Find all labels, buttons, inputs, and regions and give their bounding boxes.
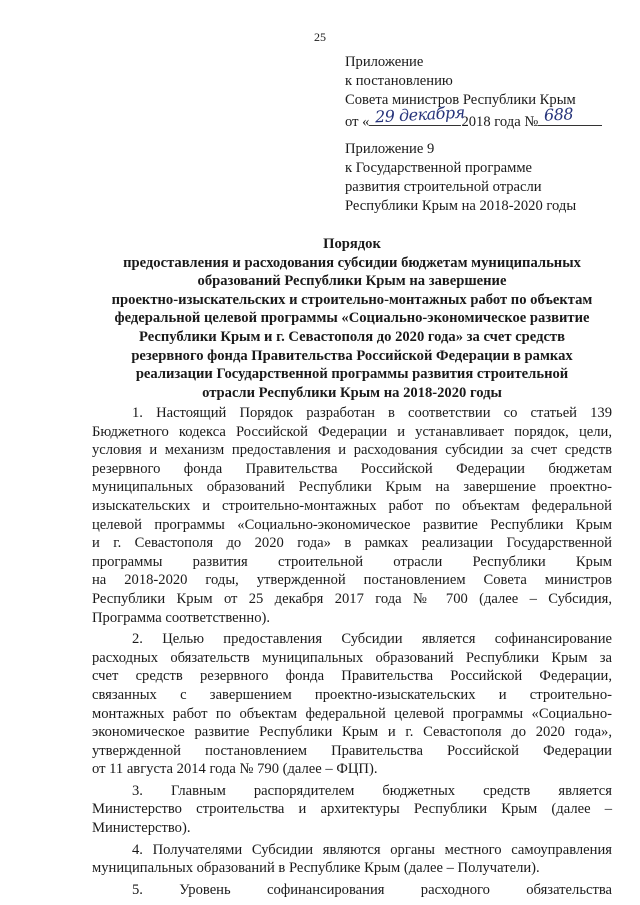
text-line: 2. Целью предоставления Субсидии является софинансирование (132, 631, 612, 648)
text-line: Программа соответственно). (92, 609, 271, 626)
text-line: и г. Севастополя до 2020 года» в рамках реализации Государственной (92, 535, 612, 552)
title-line: Порядок (323, 236, 381, 252)
paragraph-4 (92, 841, 612, 878)
text-line: целевой программы «Социально-экономическое развитие Республики Крым (92, 516, 612, 533)
title-line: предоставления и расходования субсидии бюджетам муниципальных (123, 254, 581, 271)
text-line: на 2018-2020 годы, утвержденной постановлением Совета министров (92, 572, 612, 589)
paragraph-2 (92, 630, 612, 779)
text-line: от 11 августа 2014 года № 790 (далее – ФЦП). (92, 761, 378, 778)
appendix-label: Приложение (345, 54, 424, 70)
resolution-ref: к постановлению (345, 73, 453, 89)
council-name: Совета министров Республики Крым (345, 92, 576, 108)
text-line: Министерство). (92, 820, 191, 837)
handwritten-number: 688 (543, 104, 574, 125)
title-line: реализации Государственной программы развития строительной (135, 366, 569, 383)
text-line: изыскательских и строительно-монтажных работ по объектам федеральной (92, 497, 612, 514)
program-ref: к Государственной программе (345, 160, 533, 176)
appendix-9-label: Приложение 9 (345, 141, 435, 157)
text-line: программы развития строительной отрасли Республики Крым (92, 553, 612, 570)
handwritten-date: 29 декабря (375, 102, 466, 127)
year-text: 2018 года № (461, 114, 539, 130)
text-line: 5. Уровень софинансирования расходного обязательства (132, 881, 612, 898)
number-fill-line (538, 104, 602, 126)
text-line: 4. Получателями Субсидии являются органы местного самоуправления (132, 841, 612, 858)
text-line: Министерство строительства и архитектуры Республики Крым (далее – (92, 801, 612, 818)
paragraph-5 (92, 881, 612, 900)
document-title (92, 235, 612, 402)
text-line: резервного фонда Правительства Российской Федерации бюджетам (92, 460, 612, 477)
title-line: резервного фонда Правительства Российской Федерации в рамках (131, 347, 573, 364)
appendix-resolution-header (345, 53, 625, 132)
text-line: 3. Главным распорядителем бюджетных средств является (132, 782, 612, 799)
title-line: федеральной целевой программы «Социально-экономическое развитие (114, 310, 590, 327)
text-line: Бюджетного кодекса Российской Федерации и устанавливает порядок, цели, (92, 423, 612, 440)
text-line: экономическое развитие Республики Крым и г. Севастополя до 2020 года», (92, 724, 612, 741)
text-line: утвержденной постановлением Правительства Российской Федерации (92, 742, 612, 759)
text-line: связанных с завершением проектно-изыскательских и строительно- (92, 686, 612, 703)
paragraph-1 (92, 404, 612, 627)
text-line: Республики Крым от 25 декабря 2017 года № 700 (далее – Субсидия, (92, 590, 612, 607)
resolution-date-line (345, 102, 625, 132)
text-line: условия и механизм предоставления и расходования субсидии за счет средств (92, 442, 612, 459)
program-period: Республики Крым на 2018-2020 годы (345, 198, 577, 214)
document-body (92, 404, 612, 899)
date-prefix: от « (345, 114, 370, 130)
date-fill-line (369, 102, 466, 127)
text-line: муниципальных образований в Республике Крым (далее – Получатели). (92, 860, 540, 877)
title-line: проектно-изыскательских и строительно-монтажных работ по объектам (111, 291, 593, 308)
paragraph-3 (92, 782, 612, 838)
program-name: развития строительной отрасли (345, 179, 542, 195)
text-line: монтажных работ по объектам федеральной целевой программы «Социально- (92, 705, 612, 722)
text-line: счет средств резервного фонда Правительства Российской Федерации, (92, 668, 612, 685)
text-line: муниципальных образований Республики Крым на завершение проектно- (92, 479, 612, 496)
text-line: 1. Настоящий Порядок разработан в соответствии со статьей 139 (132, 405, 612, 421)
page-number: 25 (314, 30, 326, 44)
title-line: отрасли Республики Крым на 2018-2020 годы (202, 384, 502, 401)
text-line: расходных обязательств муниципальных образований Республики Крым за (92, 649, 612, 666)
title-line: Республики Крым и г. Севастополя до 2020 года» за счет средств (139, 328, 565, 345)
title-line: образований Республики Крым на завершение (197, 273, 507, 290)
appendix-program-header (345, 140, 625, 216)
